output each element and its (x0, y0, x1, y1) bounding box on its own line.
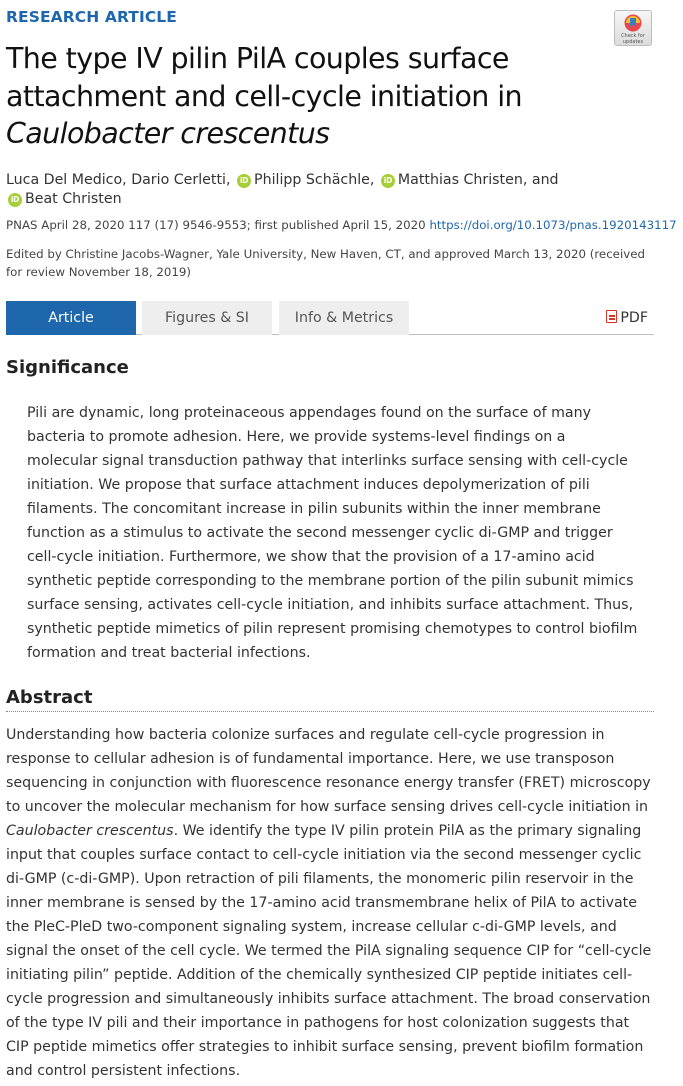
author-name[interactable]: Philipp Schächle (254, 172, 370, 188)
tab-figures-si[interactable]: Figures & SI (142, 301, 272, 335)
author-name[interactable]: Dario Cerletti (131, 172, 226, 188)
pdf-label: PDF (620, 310, 648, 326)
abstract-divider (6, 711, 654, 712)
crossmark-icon (623, 13, 643, 33)
orcid-icon[interactable]: iD (8, 193, 22, 207)
doi-link[interactable]: https://doi.org/10.1073/pnas.1920143117 (429, 218, 677, 232)
title-line-1: The type IV pilin PilA couples surface (6, 42, 509, 75)
title-line-2: attachment and cell-cycle initiation in (6, 79, 523, 113)
orcid-icon[interactable]: iD (381, 174, 395, 188)
abstract-heading: Abstract (6, 687, 93, 708)
author-conjunction: and (531, 172, 559, 188)
author-name[interactable]: Matthias Christen (397, 172, 523, 188)
crossmark-label: Check for updates (621, 33, 645, 45)
significance-text: Pili are dynamic, long proteinaceous appendages found on the surface of many bacteria to promote adhesion. Here, we provide systems-level findings on a molecular signal transduction pathway that interlinks surface sensing with cell-cycle initiation. We propose that surface attachment induces depolymerization of pili filaments. The concomitant increase in pilin subunits within the inner membrane function as a stimulus to activate the second messenger cyclic di-GMP and trigger cell-cycle initiation. Furthermore, we show that the provision of a 17-amino acid synthetic peptide corresponding to the membrane portion of the pilin subunit mimics surface sensing, activates cell-cycle initiation, and inhibits surface attachment. Thus, synthetic peptide mimetics of pilin represent promising chemotypes to control biofilm formation and treat bacterial infections. (27, 405, 638, 661)
abstract-text (6, 723, 656, 1083)
tab-info-metrics[interactable]: Info & Metrics (279, 301, 409, 335)
citation-text: PNAS April 28, 2020 117 (17) 9546-9553; first published April 15, 2020 (6, 218, 426, 232)
article-tab-bar (6, 301, 654, 335)
author-name[interactable]: Beat Christen (25, 190, 122, 207)
tab-article[interactable]: Article (6, 301, 136, 335)
significance-heading: Significance (6, 357, 129, 378)
orcid-icon[interactable]: iD (237, 174, 251, 188)
author-name[interactable]: Luca Del Medico (6, 172, 123, 188)
abstract-text-part-1: Understanding how bacteria colonize surfaces and regulate cell-cycle progression in response to cellular adhesion is of fundamental importance. Here, we use transposon sequencing in conjunction with fluorescence resonance energy transfer (FRET) microscopy to uncover the molecular mechanism for how surface sensing drives cell-cycle initiation in (6, 727, 651, 815)
title-species: Caulobacter crescentus (6, 117, 330, 150)
pdf-file-icon (606, 310, 617, 323)
pdf-download-link[interactable] (588, 301, 648, 335)
edited-by-note: Edited by Christine Jacobs-Wagner, Yale University, New Haven, CT, and approved March 13, 2020 (received for review November 18, 2019) (6, 247, 645, 279)
abstract-species-name: Caulobacter crescentus (6, 823, 174, 839)
author-list: Luca Del Medico, Dario Cerletti, iD Philipp Schächle, iD Matthias Christen, and iD Beat Christen (6, 172, 559, 207)
abstract-text-part-2: . We identify the type IV pilin protein PilA as the primary signaling input that couples surface contact to cell-cycle initiation via the second messenger cyclic di-GMP (c-di-GMP). Upon retraction of pili filaments, the monomeric pilin reservoir in the inner membrane is sensed by the 17-amino acid transmembrane helix of PilA to activate the PleC-PleD two-component signaling system, increase cellular c-di-GMP levels, and signal the onset of the cell cycle. We termed the PilA signaling sequence CIP for “cell-cycle initiating pilin” peptide. Addition of the chemically synthesized CIP peptide initiates cell-cycle progression and simultaneously inhibits surface attachment. The broad conservation of the type IV pili and their importance in pathogens for host colonization suggests that CIP peptide mimetics offer strategies to inhibit surface sensing, prevent biofilm formation and control persistent infections. (6, 823, 652, 1079)
article-type-label: RESEARCH ARTICLE (6, 8, 177, 26)
article-title (6, 40, 606, 153)
crossmark-badge[interactable] (614, 10, 652, 46)
citation-line (6, 218, 677, 232)
